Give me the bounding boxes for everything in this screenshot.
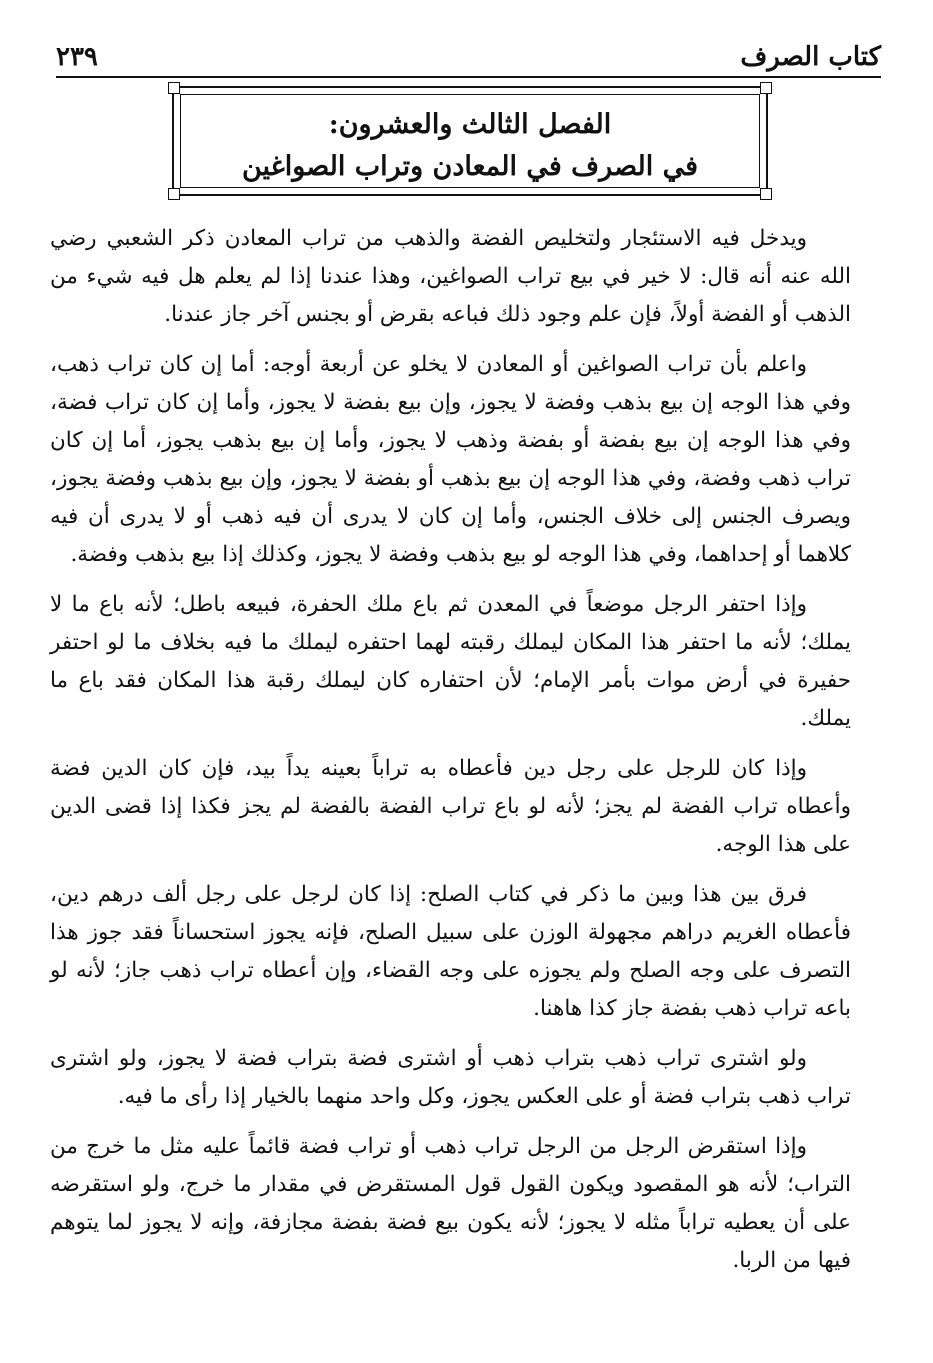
book-title: كتاب الصرف: [740, 42, 881, 72]
frame-corner-ornament: [168, 188, 180, 200]
frame-corner-ornament: [168, 82, 180, 94]
body-text: [50, 220, 851, 1292]
frame-corner-ornament: [760, 82, 772, 94]
paragraph: وإذا استقرض الرجل من الرجل تراب ذهب أو تراب فضة قائماً عليه مثل ما خرج من التراب؛ لأنه هو المقصود ويكون القول قول المستقرض في مقدار ما خرج، ولو استقرضه على أن يعطيه تراباً مثله لا يجوز؛ لأنه يكون بيع فضة بفضة مجازفة، وإنه لا يجوز لما يتوهم فيها من الربا.: [50, 1134, 851, 1273]
chapter-title-line-2: في الصرف في المعادن وتراب الصواغين: [241, 151, 699, 182]
chapter-title-line-1: الفصل الثالث والعشرون:: [328, 109, 612, 140]
paragraph: وإذا كان للرجل على رجل دين فأعطاه به تراباً بعينه يداً بيد، فإن كان الدين فضة وأعطاه تراب الفضة لم يجز؛ لأنه لو باع تراب الفضة بالفضة لم يجز فكذا إذا قضى الدين على هذا الوجه.: [50, 756, 851, 857]
frame-corner-ornament: [760, 188, 772, 200]
chapter-title: [184, 104, 756, 188]
paragraph: واعلم بأن تراب الصواغين أو المعادن لا يخلو عن أربعة أوجه: أما إن كان تراب ذهب، وفي هذا الوجه إن بيع بذهب وفضة لا يجوز، وإن بيع بفضة لا يجوز، وأما إن كان تراب فضة، وفي هذا الوجه إن بيع بفضة أو بفضة وذهب لا يجوز، وأما إن بيع بذهب يجوز، أما إن كان تراب ذهب وفضة، وفي هذا الوجه إن بيع بذهب أو بفضة لا يجوز، وإن بيع بذهب وفضة يجوز، ويصرف الجنس إلى خلاف الجنس، وأما إن كان لا يدرى أن فيه ذهب أو لا يدرى أن فيه كلاهما أو إحداهما، وفي هذا الوجه لو بيع بذهب وفضة لا يجوز، وكذلك إذا بيع بذهب وفضة.: [50, 352, 851, 567]
paragraph: ويدخل فيه الاستئجار ولتخليص الفضة والذهب من تراب المعادن ذكر الشعبي رضي الله عنه أنه قال: لا خير في بيع تراب الصواغين، وهذا عندنا إذا لم يعلم هل فيه شيء من الذهب أو الفضة أولاً، فإن علم وجود ذلك فباعه بقرض أو بجنس آخر جاز عندنا.: [50, 226, 851, 327]
page-number: ٢٣٩: [56, 42, 98, 72]
paragraph: ولو اشترى تراب ذهب بتراب ذهب أو اشترى فضة بتراب فضة لا يجوز، ولو اشترى تراب ذهب بتراب فضة أو على العكس يجوز، وكل واحد منهما بالخيار إذا رأى ما فيه.: [50, 1046, 851, 1109]
paragraph: فرق بين هذا وبين ما ذكر في كتاب الصلح: إذا كان لرجل على رجل ألف درهم دين، فأعطاه الغريم دراهم مجهولة الوزن على سبيل الصلح، فإنه يجوز استحساناً فقد جوز هذا التصرف على وجه الصلح ولم يجوزه على وجه القضاء، وإن أعطاه تراب ذهب جاز؛ لأنه لو باعه تراب ذهب بفضة جاز كذا هاهنا.: [50, 882, 851, 1021]
running-header: [56, 24, 881, 78]
paragraph: وإذا احتفر الرجل موضعاً في المعدن ثم باع ملك الحفرة، فبيعه باطل؛ لأنه باع ما لا يملك؛ لأنه ما احتفر هذا المكان ليملك رقبته لهما احتفره ليملك ما فيه بخلاف ما لو احتفر حفيرة في أرض موات بأمر الإمام؛ لأن احتفاره كان ليملك رقبة هذا المكان فقد باع ما يملك.: [50, 592, 851, 731]
chapter-title-frame: [172, 86, 768, 196]
